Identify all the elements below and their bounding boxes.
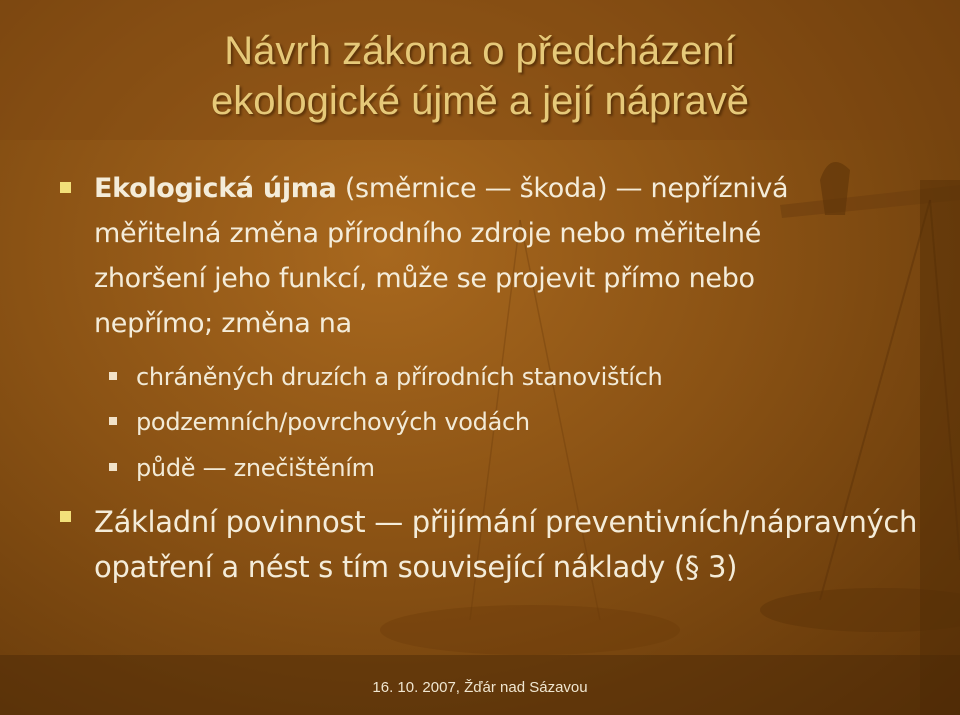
subbullet-soil: půdě — znečištěním [136,454,375,482]
subbullet-waters: podzemních/povrchových vodách [136,408,530,436]
bullet-ecological-harm [94,166,874,346]
bullet-basic-obligation: Základní povinnost — přijímání preventivních/nápravných opatření a nést s tím související náklady (§ 3) [94,505,918,584]
square-bullet-icon [60,511,71,522]
square-bullet-icon [109,372,117,380]
slide-footer: 16. 10. 2007, Žďár nad Sázavou [372,679,588,696]
subbullet-protected-species: chráněných druzích a přírodních stanovištích [136,363,663,391]
slide-title-line2: ekologické újmě a její nápravě [210,79,750,123]
slide-title-line1: Návrh zákona o předcházení [224,29,736,73]
square-bullet-icon [60,182,71,193]
square-bullet-icon [109,417,117,425]
bullet-bold-term: Ekologická újma [94,173,337,204]
square-bullet-icon [109,463,117,471]
bullet-definition: (směrnice — škoda) — nepříznivá měřitelná změna přírodního zdroje nebo měřitelné zhoršení jeho funkcí, může se projevit přímo nebo nepřímo; změna na [94,173,789,339]
